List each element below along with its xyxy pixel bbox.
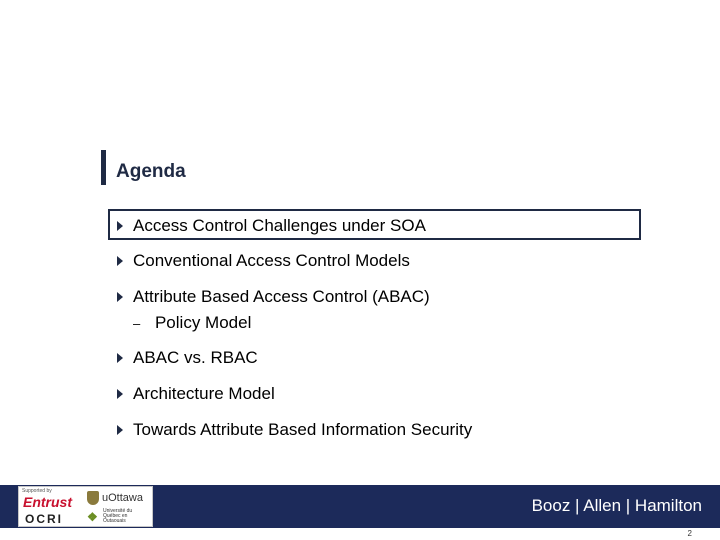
sponsor-logos bbox=[18, 486, 153, 527]
agenda-subitem-label: Policy Model bbox=[154, 313, 252, 332]
agenda-item-5 bbox=[117, 384, 275, 404]
uqo-logo-text: Université du Québec en Outaouais bbox=[103, 508, 133, 524]
bullet-arrow-icon bbox=[117, 221, 123, 231]
agenda-item-3 bbox=[117, 287, 430, 307]
title-accent-bar bbox=[101, 150, 106, 185]
agenda-item-label: Towards Attribute Based Information Security bbox=[133, 420, 473, 439]
agenda-item-4 bbox=[117, 348, 258, 368]
bullet-arrow-icon bbox=[117, 256, 123, 266]
agenda-item-label: Architecture Model bbox=[133, 384, 275, 403]
supported-by-label: Supported by bbox=[22, 488, 52, 494]
sub-bullet-dash: – bbox=[133, 316, 141, 331]
slide-title: Agenda bbox=[116, 161, 186, 182]
bullet-arrow-icon bbox=[117, 353, 123, 363]
entrust-logo: Entrust bbox=[23, 494, 72, 510]
page-number: 2 bbox=[687, 529, 692, 538]
agenda-item-label: ABAC vs. RBAC bbox=[133, 348, 258, 367]
bullet-arrow-icon bbox=[117, 389, 123, 399]
agenda-item-label: Conventional Access Control Models bbox=[133, 251, 410, 270]
agenda-subitem bbox=[133, 313, 251, 333]
agenda-item-1 bbox=[117, 216, 426, 236]
company-logo: Booz | Allen | Hamilton bbox=[531, 496, 702, 515]
uqo-logo-icon: ❖ bbox=[87, 510, 98, 524]
bullet-arrow-icon bbox=[117, 425, 123, 435]
ocri-logo: OCRI bbox=[25, 512, 63, 526]
bullet-arrow-icon bbox=[117, 292, 123, 302]
agenda-item-label: Attribute Based Access Control (ABAC) bbox=[133, 287, 430, 306]
agenda-item-2 bbox=[117, 251, 410, 271]
uottawa-crest-icon bbox=[87, 491, 99, 505]
agenda-item-6 bbox=[117, 420, 472, 440]
agenda-item-label: Access Control Challenges under SOA bbox=[133, 216, 426, 235]
uottawa-logo: uOttawa bbox=[102, 492, 143, 504]
